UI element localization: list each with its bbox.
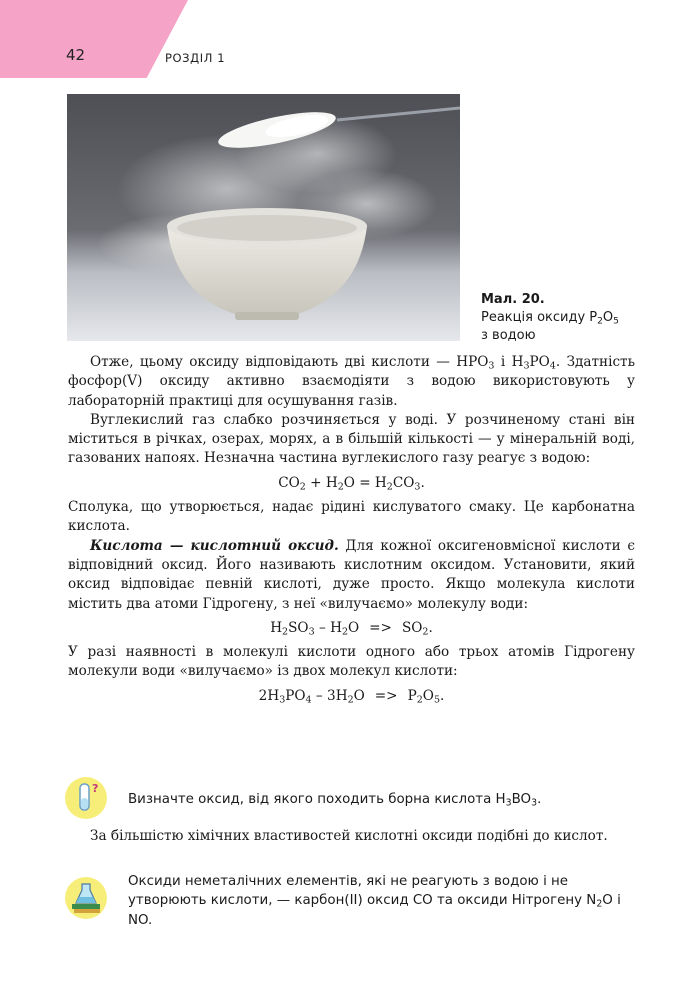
page-number: 42 bbox=[66, 46, 86, 64]
equation-3: $2H_3PO_4 - 3H_2O => P_2O_5$. bbox=[258, 687, 445, 706]
text: Отже, цьому оксиду відповідають дві кислоти — HPO bbox=[90, 354, 489, 370]
caption-text: O bbox=[602, 310, 614, 325]
subscript: 3 bbox=[523, 360, 530, 372]
text: PO bbox=[529, 354, 550, 370]
paragraph-2: Вуглекислий газ слабко розчиняється у воді. У розчиненому стані він міститься в річках, озерах, морях, а в більшій кількості — у мінеральній воді, газованих напоях. Незначна частина вуглекислого газу реагує з водою: bbox=[68, 411, 635, 467]
figure-caption bbox=[481, 291, 651, 345]
subscript: 3 bbox=[488, 360, 495, 372]
text: і H bbox=[494, 354, 524, 370]
paragraph-4 bbox=[68, 537, 635, 614]
flask-books-icon bbox=[64, 876, 108, 920]
task-question-text: Визначте оксид, від якого походить борна кислота $H_3BO_3$. bbox=[128, 792, 542, 809]
figure-photo bbox=[67, 94, 460, 341]
caption-line-2: з водою bbox=[481, 328, 536, 343]
paragraph-3: Сполука, що утворюється, надає рідині кислуватого смаку. Це карбонатна кислота. bbox=[68, 499, 635, 535]
text: . Здатність фосфор(V) оксиду активно взаємодіяти з водою використовують у лабораторній практиці для осушування газів. bbox=[68, 354, 635, 409]
paragraph-5: У разі наявності в молекулі кислоти одного або трьох атомів Гідрогену молекули води «вилучаємо» із двох молекул кислоти: bbox=[68, 644, 635, 680]
definition-term: Кислота — кислотний оксид. bbox=[90, 537, 339, 554]
question-test-tube-icon bbox=[64, 776, 108, 820]
caption-subscript: 5 bbox=[613, 316, 619, 327]
caption-line-1 bbox=[481, 309, 651, 327]
subscript: 4 bbox=[549, 360, 556, 372]
paragraph-6: За більшістю хімічних властивостей кислотні оксиди подібні до кислот. bbox=[90, 828, 608, 844]
svg-text:?: ? bbox=[92, 782, 99, 795]
body-text bbox=[68, 353, 635, 711]
caption-subscript: 2 bbox=[597, 316, 603, 327]
task-note-text: Оксиди неметалічних елементів, які не реагують з водою і не утворюють кислоти, — карбон(II) оксид CO та оксиди Нітрогену $N_2O$ і NO. bbox=[128, 874, 621, 928]
equation-2: $H_2SO_3 - H_2O => SO_2$. bbox=[270, 619, 433, 638]
text: Для кожної оксигеновмісної кислоти є відповідний оксид. Його називають кислотним оксидом. Установити, який оксид відповідає певній кислоті, дуже просто. Якщо молекула кислоти містить два атоми Гідрогену, з неї «вилучаємо» молекулу води: bbox=[68, 537, 635, 612]
paragraph-1 bbox=[68, 353, 635, 411]
porcelain-dish-image bbox=[67, 94, 460, 341]
caption-text: Реакція оксиду P bbox=[481, 310, 598, 325]
header-corner-band bbox=[0, 0, 188, 78]
equation-1: $CO_2 + H_2O = H_2CO_3$. bbox=[278, 474, 425, 493]
caption-title: Мал. 20. bbox=[481, 292, 545, 307]
section-title: РОЗДІЛ 1 bbox=[165, 51, 226, 65]
